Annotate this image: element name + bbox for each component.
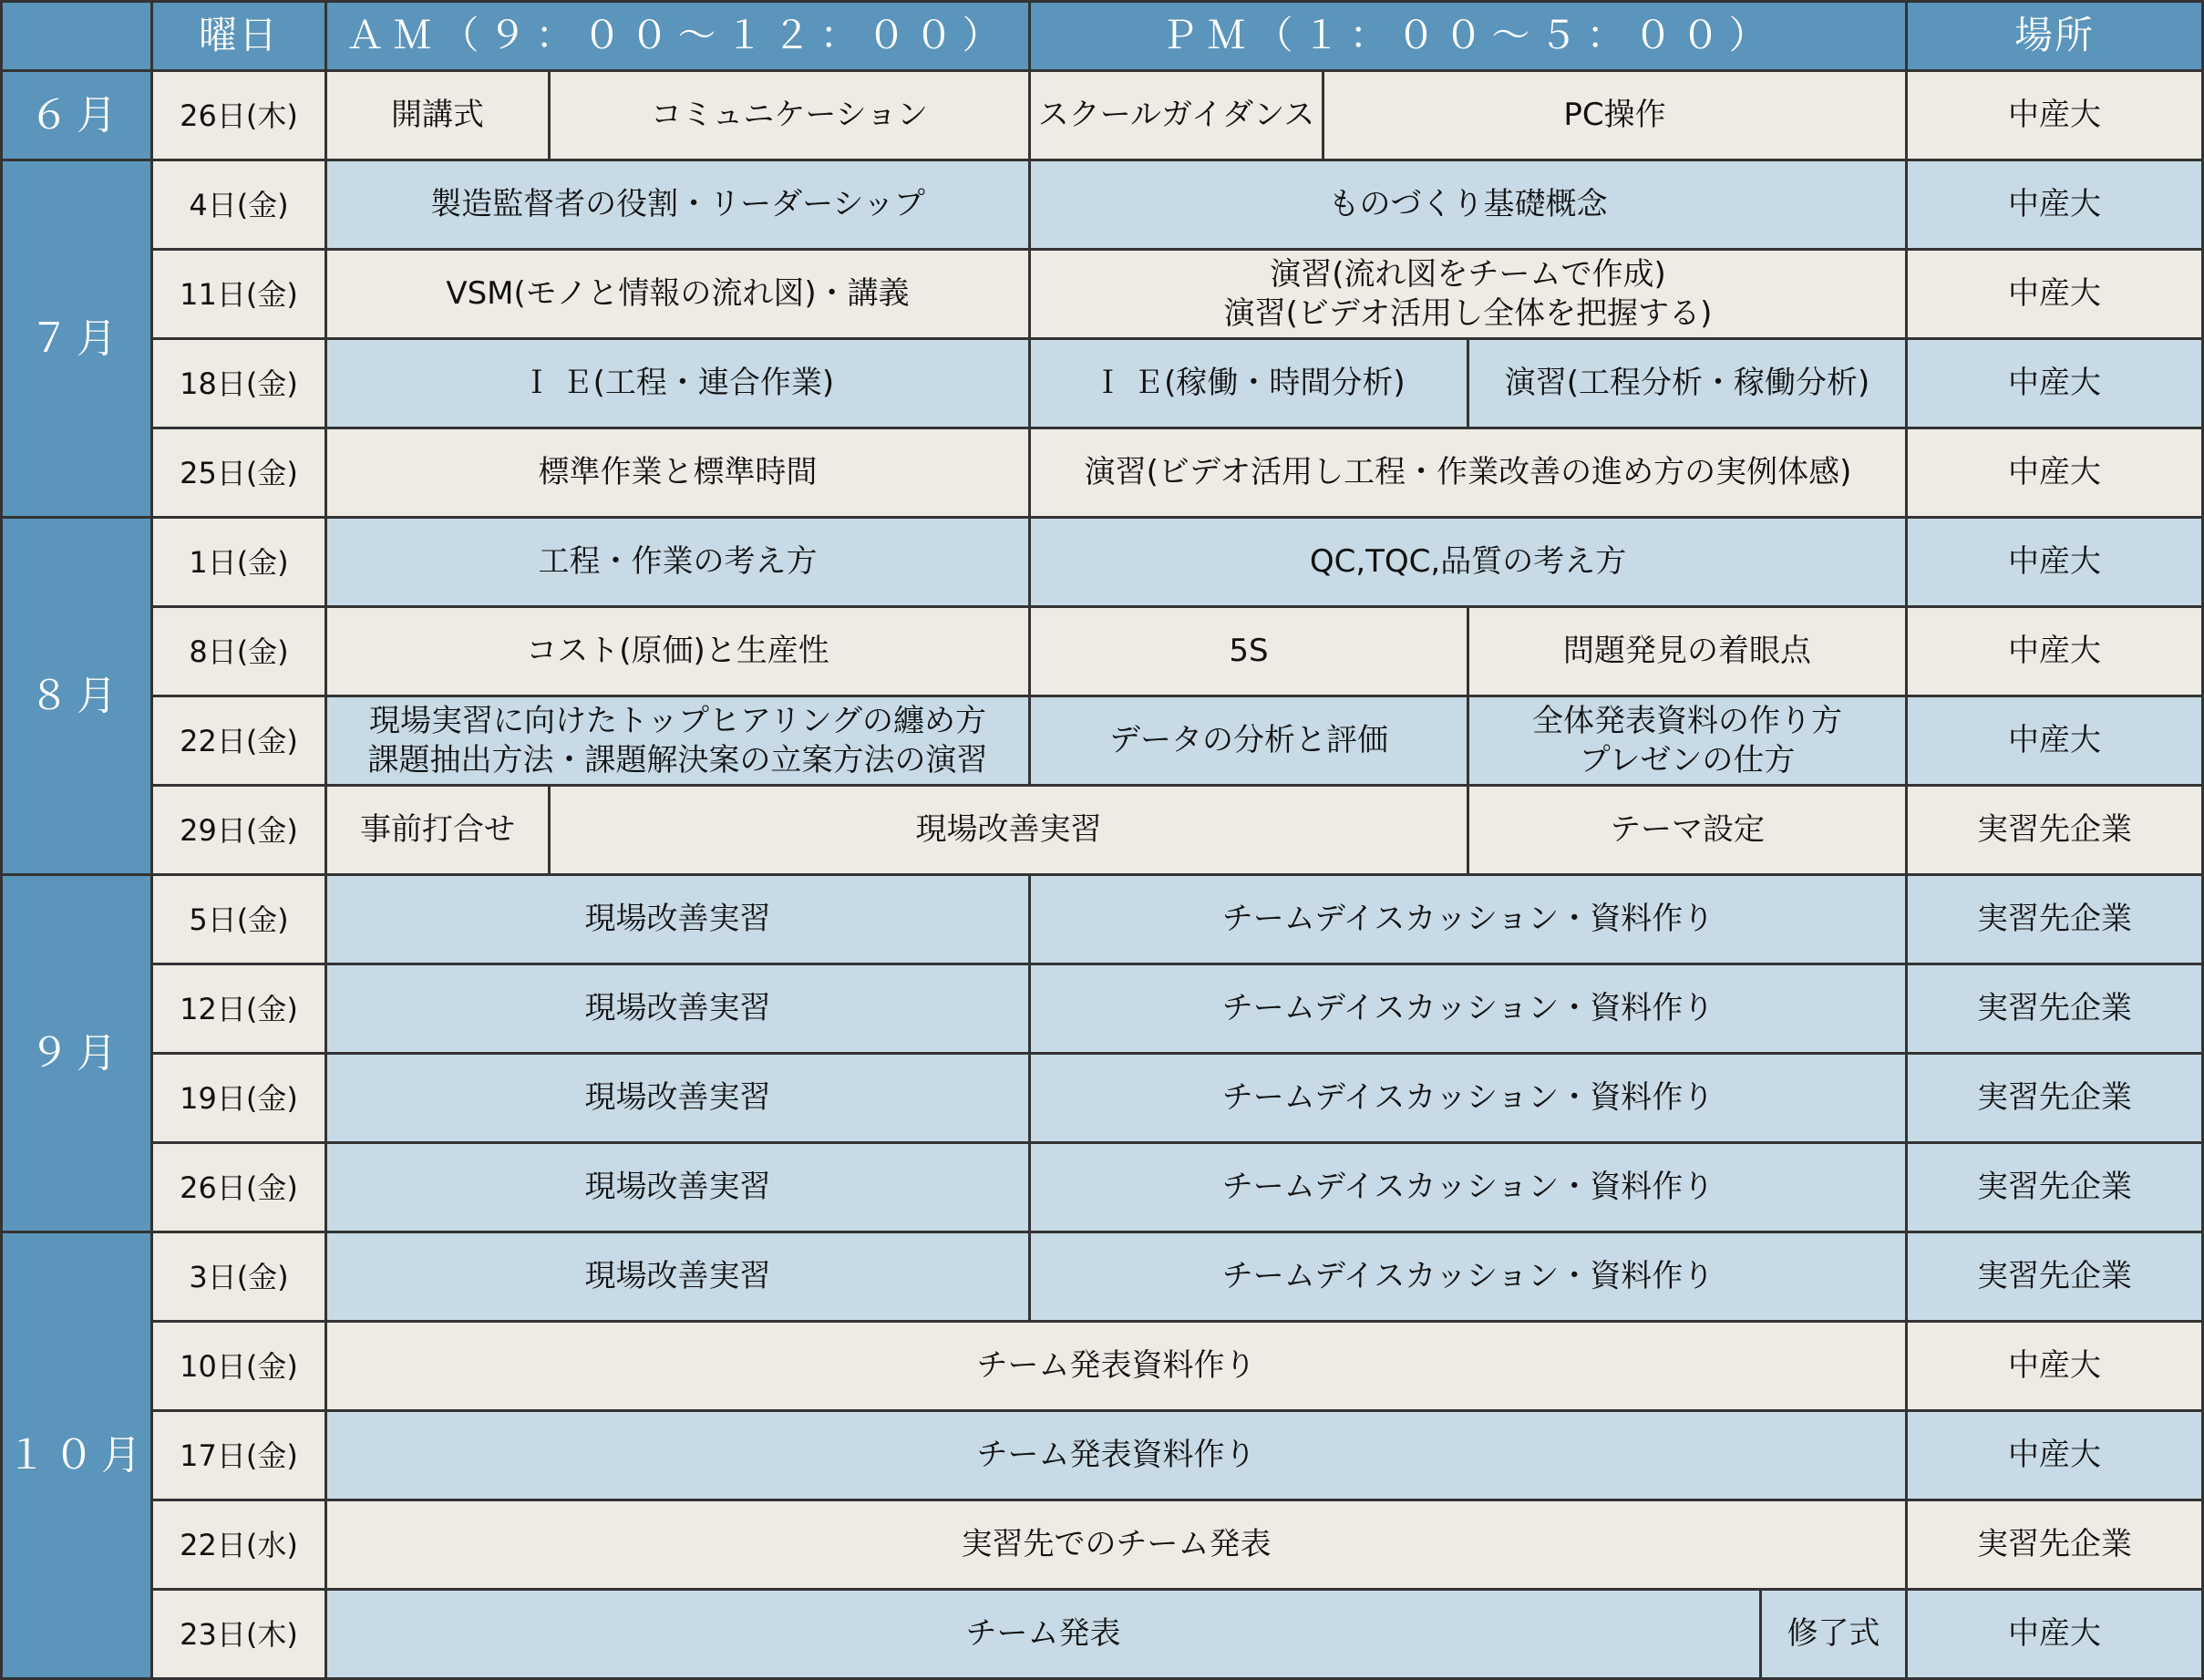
place-cell: 中産大	[1907, 250, 2203, 339]
session-cell: 工程・作業の考え方	[326, 518, 1030, 607]
place-cell: 中産大	[1907, 696, 2203, 786]
place-cell: 中産大	[1907, 518, 2203, 607]
session-cell: PC操作	[1323, 71, 1907, 160]
session-line: 現場実習に向けたトップヒアリングの纏め方	[369, 703, 986, 739]
date-cell: 11日(金)	[152, 250, 326, 339]
session-cell: VSM(モノと情報の流れ図)・講義	[326, 250, 1030, 339]
session-cell: 現場改善実習	[326, 1232, 1030, 1322]
place-cell: 実習先企業	[1907, 786, 2203, 875]
date-cell: 1日(金)	[152, 518, 326, 607]
date-cell: 22日(金)	[152, 696, 326, 786]
session-cell: ものづくり基礎概念	[1030, 160, 1907, 250]
table-row	[2, 518, 2203, 607]
place-cell: 実習先企業	[1907, 1232, 2203, 1322]
session-cell: チームデイスカッション・資料作り	[1030, 1232, 1907, 1322]
place-cell: 中産大	[1907, 1590, 2203, 1679]
date-cell: 19日(金)	[152, 1054, 326, 1143]
date-cell: 5日(金)	[152, 875, 326, 964]
session-cell: Ｉ Ｅ(稼働・時間分析)	[1030, 339, 1468, 428]
date-cell: 17日(金)	[152, 1411, 326, 1500]
date-cell: 26日(木)	[152, 71, 326, 160]
session-cell: チーム発表	[326, 1590, 1761, 1679]
place-cell: 中産大	[1907, 339, 2203, 428]
header-place: 場所	[1907, 2, 2203, 71]
session-cell: チームデイスカッション・資料作り	[1030, 875, 1907, 964]
session-cell	[326, 696, 1030, 786]
table-row	[2, 786, 2203, 875]
date-cell: 3日(金)	[152, 1232, 326, 1322]
month-label-august: ８月	[2, 518, 152, 875]
session-line: 課題抽出方法・課題解決案の立案方法の演習	[367, 741, 988, 778]
session-cell: 開講式	[326, 71, 550, 160]
session-cell: 実習先でのチーム発表	[326, 1500, 1907, 1590]
session-cell: 現場改善実習	[550, 786, 1468, 875]
table-row	[2, 607, 2203, 696]
session-cell	[1030, 250, 1907, 339]
table-row	[2, 250, 2203, 339]
month-label-october: １０月	[2, 1232, 152, 1679]
table-row	[2, 428, 2203, 518]
table-row	[2, 875, 2203, 964]
table-row	[2, 1500, 2203, 1590]
session-cell: 現場改善実習	[326, 1143, 1030, 1232]
session-cell: 事前打合せ	[326, 786, 550, 875]
session-line: プレゼンの仕方	[1579, 741, 1796, 778]
session-cell: 問題発見の着眼点	[1468, 607, 1907, 696]
table-row	[2, 1322, 2203, 1411]
table-row	[2, 339, 2203, 428]
place-cell: 中産大	[1907, 1322, 2203, 1411]
place-cell: 中産大	[1907, 428, 2203, 518]
table-row	[2, 1411, 2203, 1500]
date-cell: 23日(木)	[152, 1590, 326, 1679]
month-label-june: ６月	[2, 71, 152, 160]
session-cell: チーム発表資料作り	[326, 1411, 1907, 1500]
month-label-july: ７月	[2, 160, 152, 518]
table-row	[2, 160, 2203, 250]
session-cell	[1468, 696, 1907, 786]
table-row	[2, 1590, 2203, 1679]
session-cell: 現場改善実習	[326, 875, 1030, 964]
session-cell: 5S	[1030, 607, 1468, 696]
date-cell: 12日(金)	[152, 964, 326, 1054]
session-cell: 演習(ビデオ活用し工程・作業改善の進め方の実例体感)	[1030, 428, 1907, 518]
session-cell: 演習(工程分析・稼働分析)	[1468, 339, 1907, 428]
place-cell: 中産大	[1907, 71, 2203, 160]
table-row	[2, 1054, 2203, 1143]
header-corner	[2, 2, 152, 71]
place-cell: 中産大	[1907, 607, 2203, 696]
date-cell: 18日(金)	[152, 339, 326, 428]
place-cell: 実習先企業	[1907, 964, 2203, 1054]
date-cell: 22日(水)	[152, 1500, 326, 1590]
session-cell: 現場改善実習	[326, 964, 1030, 1054]
table-row	[2, 1232, 2203, 1322]
date-cell: 4日(金)	[152, 160, 326, 250]
date-cell: 29日(金)	[152, 786, 326, 875]
session-cell: チームデイスカッション・資料作り	[1030, 1054, 1907, 1143]
header-pm: ＰＭ（１：００～５：００）	[1030, 2, 1907, 71]
session-line: 演習(ビデオ活用し全体を把握する)	[1223, 294, 1713, 332]
date-cell: 26日(金)	[152, 1143, 326, 1232]
header-am: ＡＭ（９：００～１２：００）	[326, 2, 1030, 71]
session-cell: Ｉ Ｅ(工程・連合作業)	[326, 339, 1030, 428]
session-cell: チームデイスカッション・資料作り	[1030, 964, 1907, 1054]
place-cell: 実習先企業	[1907, 875, 2203, 964]
table-row	[2, 71, 2203, 160]
session-cell: テーマ設定	[1468, 786, 1907, 875]
table-row	[2, 1143, 2203, 1232]
date-cell: 25日(金)	[152, 428, 326, 518]
date-cell: 8日(金)	[152, 607, 326, 696]
session-cell: コスト(原価)と生産性	[326, 607, 1030, 696]
session-cell: 標準作業と標準時間	[326, 428, 1030, 518]
header-row	[2, 2, 2203, 71]
date-cell: 10日(金)	[152, 1322, 326, 1411]
session-cell: データの分析と評価	[1030, 696, 1468, 786]
header-weekday: 曜日	[152, 2, 326, 71]
session-cell: スクールガイダンス	[1030, 71, 1323, 160]
session-cell: QC,TQC,品質の考え方	[1030, 518, 1907, 607]
place-cell: 実習先企業	[1907, 1054, 2203, 1143]
table-row	[2, 964, 2203, 1054]
place-cell: 実習先企業	[1907, 1500, 2203, 1590]
session-cell: チーム発表資料作り	[326, 1322, 1907, 1411]
session-cell: 修了式	[1761, 1590, 1907, 1679]
session-cell: 製造監督者の役割・リーダーシップ	[326, 160, 1030, 250]
month-label-september: ９月	[2, 875, 152, 1232]
place-cell: 実習先企業	[1907, 1143, 2203, 1232]
session-cell: 現場改善実習	[326, 1054, 1030, 1143]
table-row	[2, 696, 2203, 786]
session-cell: コミュニケーション	[550, 71, 1030, 160]
session-line: 演習(流れ図をチームで作成)	[1270, 256, 1666, 293]
session-line: 全体発表資料の作り方	[1532, 703, 1843, 739]
session-cell: チームデイスカッション・資料作り	[1030, 1143, 1907, 1232]
place-cell: 中産大	[1907, 1411, 2203, 1500]
place-cell: 中産大	[1907, 160, 2203, 250]
